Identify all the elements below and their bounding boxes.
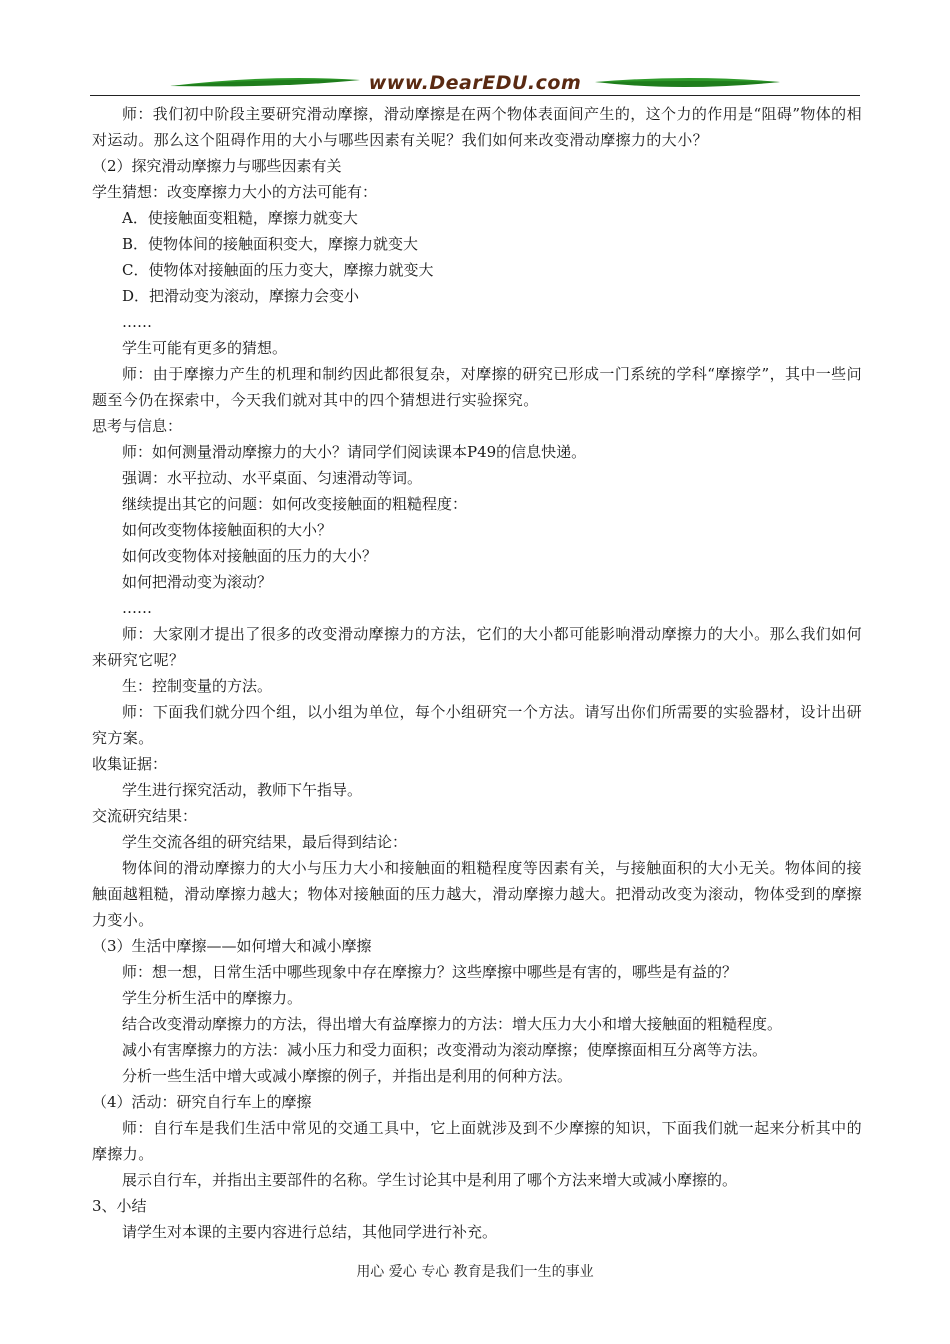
text-line: 如何改变物体对接触面的压力的大小？ <box>122 547 378 565</box>
text-line: 强调：水平拉动、水平桌面、匀速滑动等词。 <box>122 469 423 487</box>
text-line: …… <box>122 599 152 617</box>
text-line: 分析一些生活中增大或减小摩擦的例子，并指出是利用的何种方法。 <box>122 1067 573 1085</box>
text-line: 展示自行车，并指出主要部件的名称。学生讨论其中是利用了哪个方法来增大或减小摩擦的。 <box>122 1171 738 1189</box>
page-footer: 用心 爱心 专心 教育是我们一生的事业 <box>356 1264 594 1280</box>
text-line: 请学生对本课的主要内容进行总结，其他同学进行补充。 <box>122 1223 498 1241</box>
text-line: 学生猜想：改变摩擦力大小的方法可能有： <box>92 183 378 201</box>
text-line: 学生进行探究活动，教师下午指导。 <box>122 781 363 799</box>
text-line: 思考与信息： <box>92 417 183 435</box>
site-url-text: www.DearEDU.com <box>368 72 582 94</box>
text-line: 交流研究结果： <box>92 807 198 825</box>
text-line: 继续提出其它的问题：如何改变接触面的粗糙程度： <box>122 495 468 513</box>
paragraph: 师：自行车是我们生活中常见的交通工具中，它上面就涉及到不少摩擦的知识，下面我们就一起来分析其中的摩擦力。 <box>92 1119 862 1163</box>
paragraph: 物体间的滑动摩擦力的大小与压力大小和接触面的粗糙程度等因素有关，与接触面积的大小无关。物体间的接触面越粗糙，滑动摩擦力越大；物体对接触面的压力越大，滑动摩擦力越大。把滑动改变为滚动，物体受到的摩擦力变小。 <box>92 859 863 929</box>
text-line: 学生交流各组的研究结果，最后得到结论： <box>122 833 408 851</box>
text-line: B．使物体间的接触面积变大，摩擦力就变大 <box>122 235 419 253</box>
text-line: 收集证据： <box>92 755 168 773</box>
document-body <box>92 101 862 1245</box>
text-line: 如何改变物体接触面积的大小？ <box>122 521 333 539</box>
text-line: （2）探究滑动摩擦力与哪些因素有关 <box>92 157 342 175</box>
text-line: 学生分析生活中的摩擦力。 <box>122 989 303 1007</box>
text-line: 学生可能有更多的猜想。 <box>122 339 288 357</box>
text-line: （3）生活中摩擦——如何增大和减小摩擦 <box>92 937 372 955</box>
text-line: 如何把滑动变为滚动？ <box>122 573 273 591</box>
text-line: 师：想一想，日常生活中哪些现象中存在摩擦力？这些摩擦中哪些是有害的，哪些是有益的？ <box>122 963 738 981</box>
text-line: D．把滑动变为滚动，摩擦力会变小 <box>122 287 360 305</box>
text-line: 减小有害摩擦力的方法：减小压力和受力面积；改变滑动为滚动摩擦；使摩擦面相互分离等方法。 <box>122 1041 768 1059</box>
paragraph: 师：下面我们就分四个组，以小组为单位，每个小组研究一个方法。请写出你们所需要的实验器材，设计出研究方案。 <box>92 703 862 747</box>
text-line: 师：如何测量滑动摩擦力的大小？请同学们阅读课本P49的信息快递。 <box>122 443 587 461</box>
paragraph: 师：我们初中阶段主要研究滑动摩擦，滑动摩擦是在两个物体表面间产生的，这个力的作用是“阻碍”物体的相对运动。那么这个阻碍作用的大小与哪些因素有关呢？我们如何来改变滑动摩擦力的大小？ <box>92 105 862 149</box>
paragraph: 师：大家刚才提出了很多的改变滑动摩擦力的方法，它们的大小都可能影响滑动摩擦力的大小。那么我们如何来研究它呢？ <box>92 625 862 669</box>
text-line: A．使接触面变粗糙，摩擦力就变大 <box>122 209 358 227</box>
header-rule <box>90 95 860 96</box>
paragraph: 师：由于摩擦力产生的机理和制约因此都很复杂，对摩擦的研究已形成一门系统的学科“摩擦学”，其中一些问题至今仍在探索中，今天我们就对其中的四个猜想进行实验探究。 <box>92 365 862 409</box>
text-line: （4）活动：研究自行车上的摩擦 <box>92 1093 312 1111</box>
site-header-banner <box>90 70 860 98</box>
text-line: 生：控制变量的方法。 <box>122 677 273 695</box>
text-line: …… <box>122 313 152 331</box>
text-line: 结合改变滑动摩擦力的方法，得出增大有益摩擦力的方法：增大压力大小和增大接触面的粗糙程度。 <box>122 1015 783 1033</box>
text-line: 3、小结 <box>92 1197 147 1215</box>
text-line: C．使物体对接触面的压力变大，摩擦力就变大 <box>122 261 434 279</box>
